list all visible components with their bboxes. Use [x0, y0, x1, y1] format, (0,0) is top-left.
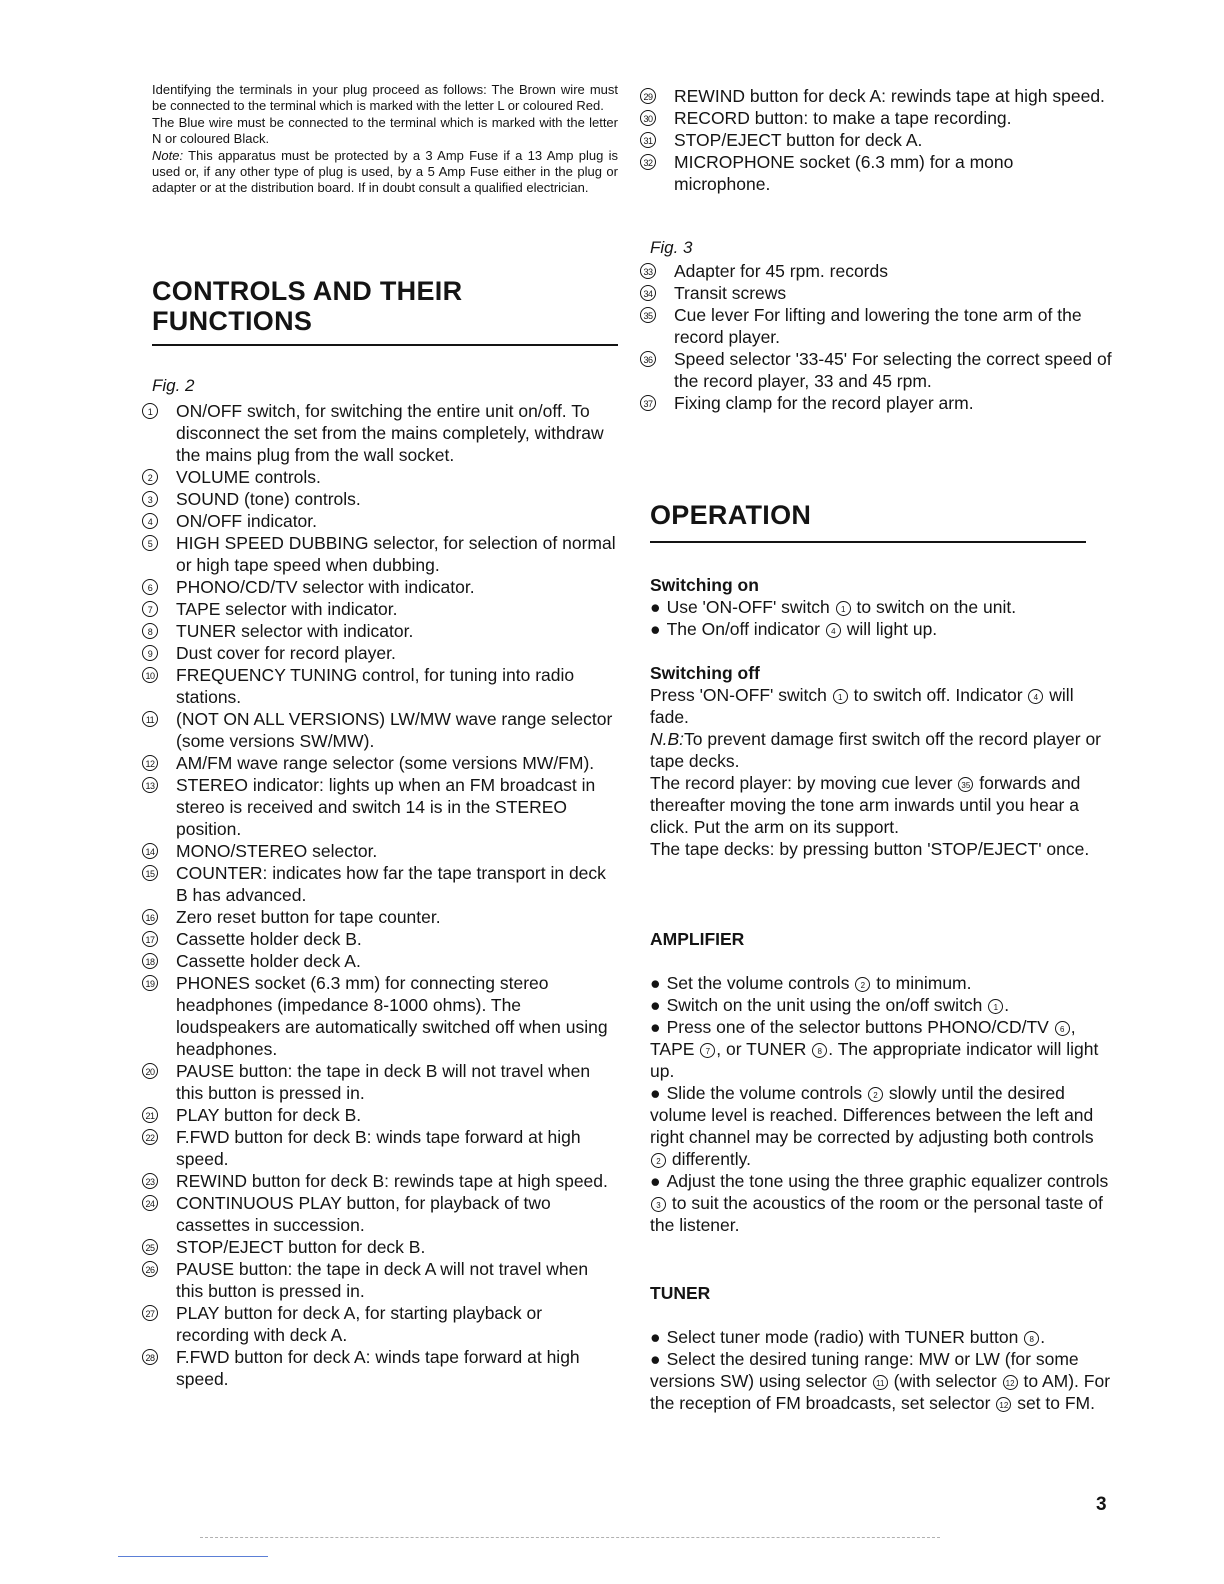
ref-badge: 1	[836, 601, 851, 616]
tuner-bullet-2: ● Select the desired tuning range: MW or LW (for some versions SW) using selector 11 (with selector 12 to AM). For the reception of FM broadcasts, set selector 12 set to FM.	[650, 1349, 1111, 1413]
ref-badge: 12	[1003, 1375, 1018, 1390]
amplifier-bullet-2: ● Switch on the unit using the on/off switch 1 .	[650, 995, 1010, 1015]
switching-on-bullet-1: ● Use 'ON-OFF' switch 1 to switch on the unit.	[650, 597, 1017, 617]
amplifier-title: AMPLIFIER	[650, 929, 745, 949]
operation-divider	[650, 541, 1086, 543]
item-text: HIGH SPEED DUBBING selector, for selection of normal or high tape speed when dubbing.	[176, 533, 616, 575]
switching-off-section	[650, 662, 1112, 860]
list-item	[142, 532, 616, 576]
list-item	[640, 129, 1112, 151]
controls-list	[142, 400, 616, 1390]
ref-badge: 4	[1028, 689, 1043, 704]
item-number-badge: 26	[142, 1261, 158, 1277]
list-item	[142, 1258, 616, 1302]
list-item	[142, 1060, 616, 1104]
item-number-badge: 10	[142, 667, 158, 683]
item-text: VOLUME controls.	[176, 467, 321, 487]
list-item	[640, 392, 1112, 414]
item-text: (NOT ON ALL VERSIONS) LW/MW wave range selector (some versions SW/MW).	[176, 709, 613, 751]
record-player-paragraph: The record player: by moving cue lever 35 forwards and thereafter moving the tone arm inwards until you hear a click. Put the arm on its support.	[650, 773, 1081, 837]
item-number-badge: 4	[142, 513, 158, 529]
switching-on-bullet-2: ● The On/off indicator 4 will light up.	[650, 619, 938, 639]
item-text: PHONO/CD/TV selector with indicator.	[176, 577, 475, 597]
fig-2-label: Fig. 2	[152, 376, 195, 395]
amplifier-bullet-5: ● Adjust the tone using the three graphic equalizer controls 3 to suit the acoustics of the room or the personal taste of the listener.	[650, 1171, 1109, 1235]
item-text: Cue lever For lifting and lowering the tone arm of the record player.	[674, 305, 1082, 347]
item-text: SOUND (tone) controls.	[176, 489, 361, 509]
item-text: STEREO indicator: lights up when an FM broadcast in stereo is received and switch 14 is in the STEREO position.	[176, 775, 596, 839]
nb-paragraph: N.B:To prevent damage first switch off the record player or tape decks.	[650, 729, 1102, 771]
item-number-badge: 7	[142, 601, 158, 617]
list-item	[142, 1104, 616, 1126]
list-item	[640, 107, 1112, 129]
item-number-badge: 1	[142, 403, 158, 419]
item-number-badge: 16	[142, 909, 158, 925]
item-number-badge: 18	[142, 953, 158, 969]
list-item	[142, 950, 616, 972]
list-item	[142, 708, 616, 752]
controls-heading-block	[152, 276, 618, 336]
item-text: RECORD button: to make a tape recording.	[674, 108, 1012, 128]
switching-off-title: Switching off	[650, 663, 760, 683]
item-text: PLAY button for deck A, for starting playback or recording with deck A.	[176, 1303, 543, 1345]
list-item	[142, 510, 616, 532]
item-number-badge: 35	[640, 307, 656, 323]
item-text: PAUSE button: the tape in deck B will not travel when this button is pressed in.	[176, 1061, 591, 1103]
list-item	[142, 928, 616, 950]
list-item	[142, 840, 616, 862]
item-number-badge: 29	[640, 88, 656, 104]
item-text: MONO/STEREO selector.	[176, 841, 378, 861]
note-label: Note:	[152, 147, 184, 163]
ref-badge: 8	[1024, 1331, 1039, 1346]
item-text: F.FWD button for deck B: winds tape forward at high speed.	[176, 1127, 581, 1169]
item-number-badge: 11	[142, 711, 158, 727]
list-item	[142, 1192, 616, 1236]
item-text: ON/OFF switch, for switching the entire unit on/off. To disconnect the set from the mains completely, withdraw the mains plug from the wall socket.	[176, 401, 604, 465]
item-text: PAUSE button: the tape in deck A will not travel when this button is pressed in.	[176, 1259, 589, 1301]
ref-badge: 4	[826, 623, 841, 638]
ref-badge: 35	[958, 777, 973, 792]
item-text: Transit screws	[674, 283, 787, 303]
item-number-badge: 34	[640, 285, 656, 301]
tuner-bullet-1: ● Select tuner mode (radio) with TUNER button 8 .	[650, 1327, 1046, 1347]
item-text: Fixing clamp for the record player arm.	[674, 393, 974, 413]
list-item	[640, 85, 1112, 107]
item-number-badge: 20	[142, 1063, 158, 1079]
item-number-badge: 17	[142, 931, 158, 947]
ref-badge: 2	[651, 1153, 666, 1168]
item-number-badge: 37	[640, 395, 656, 411]
item-text: FREQUENCY TUNING control, for tuning into radio stations.	[176, 665, 575, 707]
list-item	[142, 488, 616, 510]
list-item	[142, 972, 616, 1060]
item-number-badge: 8	[142, 623, 158, 639]
tuner-section	[650, 1282, 1112, 1414]
item-number-badge: 28	[142, 1349, 158, 1365]
item-text: ON/OFF indicator.	[176, 511, 318, 531]
item-text: REWIND button for deck A: rewinds tape at high speed.	[674, 86, 1105, 106]
ref-badge: 8	[812, 1043, 827, 1058]
item-number-badge: 15	[142, 865, 158, 881]
list-item	[640, 151, 1112, 195]
list-item	[142, 598, 616, 620]
item-number-badge: 19	[142, 975, 158, 991]
item-text: Cassette holder deck B.	[176, 929, 362, 949]
ref-badge: 2	[868, 1087, 883, 1102]
ref-badge: 11	[873, 1375, 888, 1390]
heading-divider	[152, 344, 618, 346]
list-item	[142, 576, 616, 598]
item-text: AM/FM wave range selector (some versions MW/FM).	[176, 753, 595, 773]
item-number-badge: 23	[142, 1173, 158, 1189]
switching-on-title: Switching on	[650, 575, 759, 595]
item-text: COUNTER: indicates how far the tape transport in deck B has advanced.	[176, 863, 606, 905]
amplifier-bullet-3: ● Press one of the selector buttons PHONO/CD/TV 6 , TAPE 7 , or TUNER 8 . The appropriate indicator will light up.	[650, 1017, 1099, 1081]
item-text: PHONES socket (6.3 mm) for connecting stereo headphones (impedance 8-1000 ohms). The loudspeakers are automatically switched off when using headphones.	[176, 973, 608, 1059]
page-title: CONTROLS AND THEIR FUNCTIONS	[152, 276, 463, 336]
ref-badge: 1	[988, 999, 1003, 1014]
item-number-badge: 32	[640, 154, 656, 170]
item-text: REWIND button for deck B: rewinds tape at high speed.	[176, 1171, 608, 1191]
item-number-badge: 22	[142, 1129, 158, 1145]
item-text: TUNER selector with indicator.	[176, 621, 414, 641]
fig-3-label: Fig. 3	[650, 238, 693, 257]
item-text: Speed selector '33-45' For selecting the correct speed of the record player, 33 and 45 rpm.	[674, 349, 1112, 391]
operation-heading: OPERATION	[650, 500, 812, 530]
ref-badge: 6	[1055, 1021, 1070, 1036]
item-text: Zero reset button for tape counter.	[176, 907, 441, 927]
list-item	[142, 466, 616, 488]
list-item	[142, 774, 616, 840]
amplifier-bullet-4: ● Slide the volume controls 2 slowly until the desired volume level is reached. Differences between the left and right channel may be corrected by adjusting both controls 2 differently.	[650, 1083, 1094, 1169]
tape-decks-paragraph: The tape decks: by pressing button 'STOP/EJECT' once.	[650, 839, 1090, 859]
list-item	[142, 642, 616, 664]
item-text: F.FWD button for deck A: winds tape forward at high speed.	[176, 1347, 580, 1389]
item-number-badge: 31	[640, 132, 656, 148]
item-text: STOP/EJECT button for deck B.	[176, 1237, 426, 1257]
amplifier-section	[650, 928, 1112, 1236]
item-number-badge: 33	[640, 263, 656, 279]
switching-on-section	[650, 574, 1112, 640]
item-number-badge: 21	[142, 1107, 158, 1123]
item-number-badge: 6	[142, 579, 158, 595]
item-text: CONTINUOUS PLAY button, for playback of two cassettes in succession.	[176, 1193, 551, 1235]
item-number-badge: 12	[142, 755, 158, 771]
scan-artifact-blue-line	[118, 1556, 268, 1557]
tuner-title: TUNER	[650, 1283, 711, 1303]
list-item	[142, 752, 616, 774]
item-number-badge: 36	[640, 351, 656, 367]
list-item	[142, 906, 616, 928]
list-item	[142, 1346, 616, 1390]
list-item	[142, 1302, 616, 1346]
item-text: TAPE selector with indicator.	[176, 599, 398, 619]
item-number-badge: 30	[640, 110, 656, 126]
item-text: Dust cover for record player.	[176, 643, 396, 663]
list-item	[142, 620, 616, 642]
item-number-badge: 25	[142, 1239, 158, 1255]
intro-paragraph-1: Identifying the terminals in your plug proceed as follows: The Brown wire must be connected to the terminal which is marked with the letter L or coloured Red.	[152, 82, 618, 114]
plug-wiring-notes	[152, 82, 618, 197]
intro-paragraph-2: The Blue wire must be connected to the terminal which is marked with the letter N or coloured Black.	[152, 114, 618, 147]
record-player-parts-list	[640, 260, 1112, 414]
list-item	[640, 260, 1112, 282]
scan-artifact-line	[200, 1537, 940, 1539]
list-item	[640, 304, 1112, 348]
ref-badge: 7	[700, 1043, 715, 1058]
item-text: Adapter for 45 rpm. records	[674, 261, 888, 281]
list-item	[142, 664, 616, 708]
item-text: STOP/EJECT button for deck A.	[674, 130, 923, 150]
item-number-badge: 24	[142, 1195, 158, 1211]
list-item	[142, 1236, 616, 1258]
deck-a-controls-list	[640, 85, 1112, 195]
amplifier-bullet-1: ● Set the volume controls 2 to minimum.	[650, 973, 972, 993]
item-number-badge: 2	[142, 469, 158, 485]
item-number-badge: 9	[142, 645, 158, 661]
item-number-badge: 3	[142, 491, 158, 507]
switching-off-paragraph-1: Press 'ON-OFF' switch 1 to switch off. Indicator 4 will fade.	[650, 685, 1074, 727]
item-text: PLAY button for deck B.	[176, 1105, 362, 1125]
ref-badge: 1	[833, 689, 848, 704]
item-number-badge: 13	[142, 777, 158, 793]
item-text: MICROPHONE socket (6.3 mm) for a mono microphone.	[674, 152, 1014, 194]
item-number-badge: 27	[142, 1305, 158, 1321]
item-text: Cassette holder deck A.	[176, 951, 361, 971]
ref-badge: 2	[855, 977, 870, 992]
note-text: This apparatus must be protected by a 3 Amp Fuse if a 13 Amp plug is used or, if any other type of plug is used, by a 5 Amp Fuse either in the plug or adapter or at the distribution board. If in doubt consult a qualified electrician.	[152, 147, 618, 196]
list-item	[640, 348, 1112, 392]
list-item	[142, 1126, 616, 1170]
item-number-badge: 14	[142, 843, 158, 859]
list-item	[142, 862, 616, 906]
ref-badge: 3	[651, 1197, 666, 1212]
list-item	[142, 400, 616, 466]
page-number: 3	[1096, 1494, 1107, 1515]
list-item	[142, 1170, 616, 1192]
ref-badge: 12	[996, 1397, 1011, 1412]
list-item	[640, 282, 1112, 304]
item-number-badge: 5	[142, 535, 158, 551]
fuse-note	[152, 148, 618, 197]
